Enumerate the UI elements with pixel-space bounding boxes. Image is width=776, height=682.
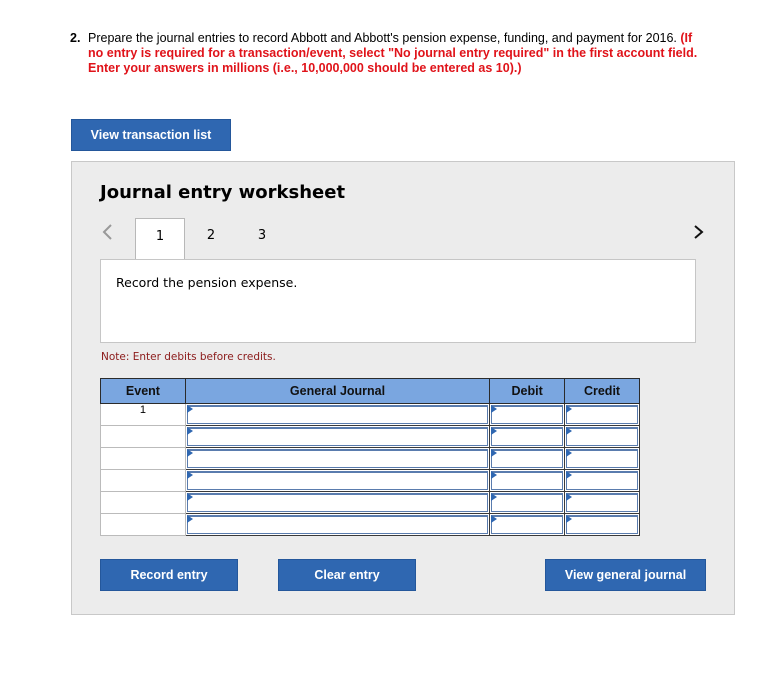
account-input[interactable] (185, 426, 489, 448)
journal-entry-worksheet-panel (71, 161, 735, 615)
event-cell (101, 470, 186, 492)
record-entry-button[interactable]: Record entry (100, 559, 238, 591)
credit-input[interactable] (565, 426, 640, 448)
tab-2[interactable] (186, 218, 236, 259)
clear-entry-button[interactable]: Clear entry (278, 559, 416, 591)
table-row (101, 514, 640, 536)
debit-input[interactable] (490, 426, 565, 448)
account-input[interactable] (185, 492, 489, 514)
event-cell (101, 492, 186, 514)
credit-input[interactable] (565, 514, 640, 536)
debit-input[interactable] (490, 404, 565, 426)
journal-entry-table (100, 378, 640, 536)
debit-credit-note: Note: Enter debits before credits. (101, 351, 276, 363)
tab-2-label: 2 (206, 228, 216, 243)
account-input[interactable] (185, 448, 489, 470)
credit-input[interactable] (565, 470, 640, 492)
debit-input[interactable] (490, 448, 565, 470)
account-input[interactable] (185, 404, 489, 426)
debit-header: Debit (490, 379, 565, 404)
chevron-right-icon[interactable] (689, 222, 709, 242)
credit-input[interactable] (565, 492, 640, 514)
tab-1[interactable] (135, 218, 185, 259)
event-cell (101, 426, 186, 448)
question-body (88, 31, 710, 76)
view-general-journal-button[interactable]: View general journal (545, 559, 706, 591)
table-row (101, 404, 640, 426)
question-number: 2. (70, 31, 81, 45)
credit-header: Credit (565, 379, 640, 404)
debit-input[interactable] (490, 470, 565, 492)
tab-1-label: 1 (155, 229, 165, 244)
table-row (101, 470, 640, 492)
tab-3-label: 3 (257, 228, 267, 243)
question-text: Prepare the journal entries to record Abbott and Abbott's pension expense, funding, and payment for 2016. (88, 31, 677, 45)
event-header: Event (101, 379, 186, 404)
tab-3[interactable] (237, 218, 287, 259)
transaction-description: Record the pension expense. (116, 275, 298, 290)
account-input[interactable] (185, 514, 489, 536)
general-journal-header: General Journal (185, 379, 489, 404)
question-block (70, 31, 710, 76)
event-cell (101, 514, 186, 536)
account-input[interactable] (185, 470, 489, 492)
table-row (101, 448, 640, 470)
event-cell: 1 (101, 404, 186, 426)
event-cell (101, 448, 186, 470)
table-row (101, 426, 640, 448)
credit-input[interactable] (565, 448, 640, 470)
view-transaction-list-button[interactable]: View transaction list (71, 119, 231, 151)
worksheet-title: Journal entry worksheet (100, 182, 346, 203)
debit-input[interactable] (490, 514, 565, 536)
table-row (101, 492, 640, 514)
debit-input[interactable] (490, 492, 565, 514)
chevron-left-icon[interactable] (98, 222, 118, 242)
credit-input[interactable] (565, 404, 640, 426)
question-instruction: (If no entry is required for a transaction/event, select "No journal entry required" in the first account field. Enter your answers in millions (i.e., 10,000,000 should be entered as 10).) (88, 31, 698, 75)
transaction-description-box (100, 259, 696, 343)
